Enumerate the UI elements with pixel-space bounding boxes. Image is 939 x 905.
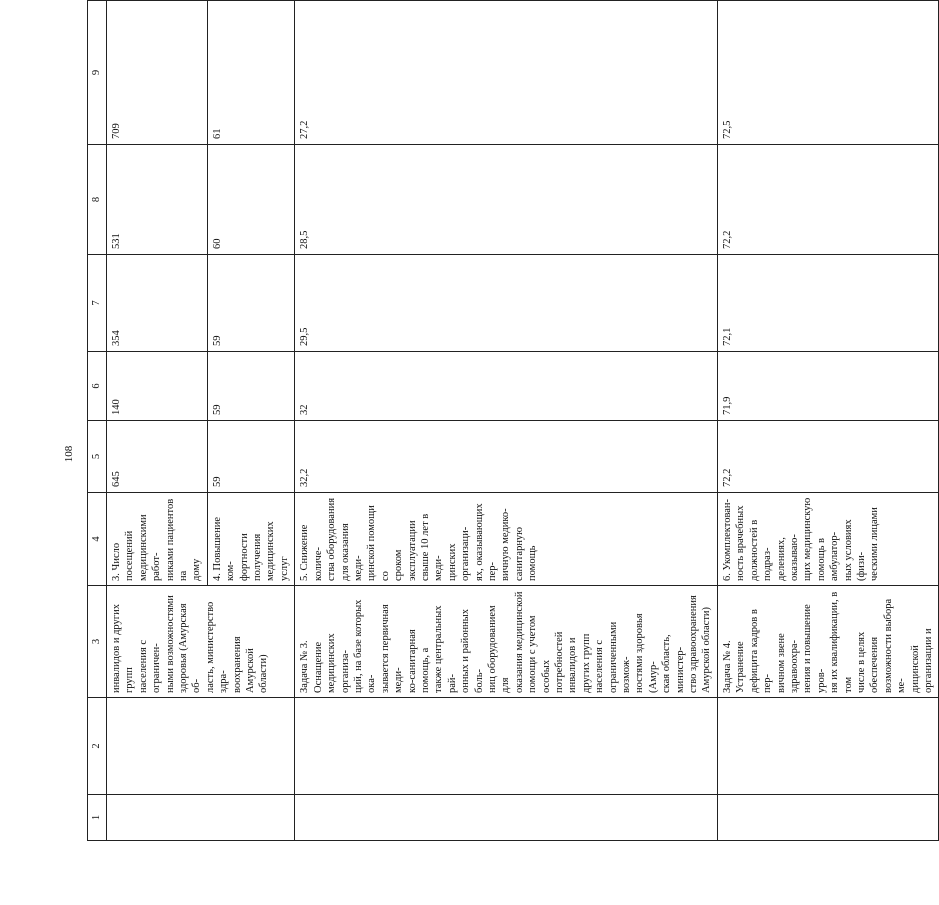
task-line: помощи с учетом особых — [527, 615, 552, 693]
header-cell-4: 4 — [88, 493, 107, 586]
indicator-5-value-9: 27,2 — [295, 1, 718, 145]
indicator-line: свыше 10 лет в меди- — [419, 513, 445, 581]
indicator-line: ность врачебных — [735, 505, 747, 581]
task-line: потребностей инвалидов и — [554, 631, 579, 693]
task-line: ностями здоровья (Амур- — [634, 613, 659, 693]
task-line: ограниченными возмож- — [607, 621, 633, 693]
task-line: медицинских организа- — [326, 633, 351, 693]
task-line: возможности выбора ме- — [882, 598, 908, 693]
task-line: ство здравоохранения — [688, 595, 700, 693]
task-4-cell — [717, 586, 939, 698]
task-3-cell — [295, 586, 718, 698]
indicator-line: щих медицинскую — [802, 497, 814, 581]
indicator-line: ях, оказывающих пер- — [473, 503, 498, 581]
table-row — [717, 1, 939, 841]
indicator-line: 3. Число посещений — [111, 530, 136, 581]
row2-col2-cell — [295, 698, 718, 795]
task-line: ниц оборудованием для — [486, 605, 512, 693]
row1-col1-cell — [107, 795, 295, 841]
header-cell-3: 3 — [88, 586, 107, 698]
task-line: населения с ограничен- — [137, 640, 163, 693]
indicator-6-value-7: 72,1 — [717, 255, 939, 352]
header-cell-2: 2 — [88, 698, 107, 795]
task-line: других групп населения с — [580, 633, 606, 693]
indicator-line: делениях, оказываю- — [775, 534, 800, 581]
task-line: ская область, министер- — [661, 634, 686, 693]
row3-col2-cell — [717, 698, 939, 795]
indicator-5-cell — [295, 493, 718, 586]
indicator-line: никами пациентов на — [164, 498, 190, 581]
indicator-4-value-9: 61 — [207, 1, 294, 145]
task-line: дефицита кадров в пер- — [748, 609, 774, 693]
table-row — [295, 1, 718, 841]
task-line: здоровья (Амурская об- — [178, 603, 203, 693]
header-cell-9: 9 — [88, 1, 107, 145]
task-line: нения и повышение уров- — [802, 604, 827, 693]
indicators-table — [87, 0, 939, 841]
indicator-line: для оказания меди- — [339, 523, 364, 581]
indicator-line: 4. Повышение ком- — [211, 517, 237, 581]
indicator-5-value-8: 28,5 — [295, 145, 718, 255]
task-line: воохранения Амурской — [231, 636, 257, 693]
indicator-3-value-9: 709 — [107, 1, 208, 145]
header-row — [88, 1, 107, 841]
task-line: также центральных рай- — [433, 605, 458, 693]
indicator-5-value-7: 29,5 — [295, 255, 718, 352]
indicator-line: медицинскими работ- — [137, 514, 163, 581]
indicator-4-value-8: 60 — [207, 145, 294, 255]
task-line: вичном звене здравоохра- — [775, 633, 800, 693]
header-cell-1: 1 — [88, 795, 107, 841]
task-line: дицинской организации и — [909, 628, 934, 693]
task-line: Задача № 3. Оснащение — [299, 640, 324, 693]
indicator-5-value-5: 32,2 — [295, 421, 718, 493]
indicator-line: цинских организаци- — [446, 526, 472, 581]
page-number: 108 — [63, 445, 75, 463]
indicator-line: ческими лицами — [869, 507, 881, 581]
header-cell-6: 6 — [88, 352, 107, 421]
task-line: ко-санитарная помощь, а — [406, 629, 431, 693]
indicator-6-value-8: 72,2 — [717, 145, 939, 255]
rotated-table-frame — [87, 1, 934, 841]
row1-task-cell — [107, 586, 295, 698]
indicator-4-value-7: 59 — [207, 255, 294, 352]
task-line: Задача № 4. Устранение — [721, 640, 747, 693]
indicator-5-value-6: 32 — [295, 352, 718, 421]
indicator-6-value-6: 71,9 — [717, 352, 939, 421]
indicator-3-cell — [107, 493, 208, 586]
indicator-3-value-8: 531 — [107, 145, 208, 255]
header-cell-8: 8 — [88, 145, 107, 255]
indicator-line: сроком эксплуатации — [393, 520, 418, 581]
task-line: области) — [258, 654, 270, 693]
indicator-line: должностей в подраз- — [748, 519, 774, 581]
task-line: ня их квалификации, в том — [829, 591, 854, 693]
indicator-line: дому — [191, 558, 203, 581]
indicator-line: помощь в амбулатор- — [815, 531, 841, 581]
task-line: инвалидов и других групп — [111, 604, 136, 693]
task-line: ласть, министерство здра- — [204, 601, 230, 693]
indicator-6-value-9: 72,5 — [717, 1, 939, 145]
task-line: ций, на базе которых ока- — [352, 599, 378, 693]
indicator-4-value-6: 59 — [207, 352, 294, 421]
indicator-6-cell — [717, 493, 939, 586]
indicator-line: 6. Укомплектован- — [721, 498, 733, 581]
indicator-4-cell — [207, 493, 294, 586]
task-line: онных и районных боль- — [460, 609, 485, 693]
row1-col2-cell — [107, 698, 295, 795]
row3-col1-cell — [717, 795, 939, 841]
indicator-line: 5. Снижение количе- — [299, 524, 324, 581]
indicator-line: фортности получения — [238, 533, 264, 581]
indicator-line: ных условиях (физи- — [842, 519, 867, 581]
task-line: Амурской области) — [701, 606, 713, 693]
task-line: числе в целях обеспечения — [855, 631, 881, 693]
indicator-4-value-5: 59 — [207, 421, 294, 493]
header-cell-7: 7 — [88, 255, 107, 352]
indicator-3-value-5: 645 — [107, 421, 208, 493]
task-line: оказания медицинской — [513, 591, 525, 693]
indicator-6-value-5: 72,2 — [717, 421, 939, 493]
rotated-table-container — [87, 1, 934, 841]
indicator-line: ства оборудования — [326, 497, 338, 581]
indicator-line: цинской помощи со — [366, 505, 391, 581]
table-row — [107, 1, 208, 841]
indicator-3-value-7: 354 — [107, 255, 208, 352]
indicator-line: вичную медико- — [500, 508, 512, 581]
task-line: зывается первичная меди- — [379, 604, 405, 693]
header-cell-5: 5 — [88, 421, 107, 493]
row2-col1-cell — [295, 795, 718, 841]
indicator-line: санитарную помощь — [513, 526, 539, 581]
indicator-line: медицинских услуг — [265, 521, 290, 581]
indicator-3-value-6: 140 — [107, 352, 208, 421]
task-line: ными возможностями — [164, 595, 176, 693]
